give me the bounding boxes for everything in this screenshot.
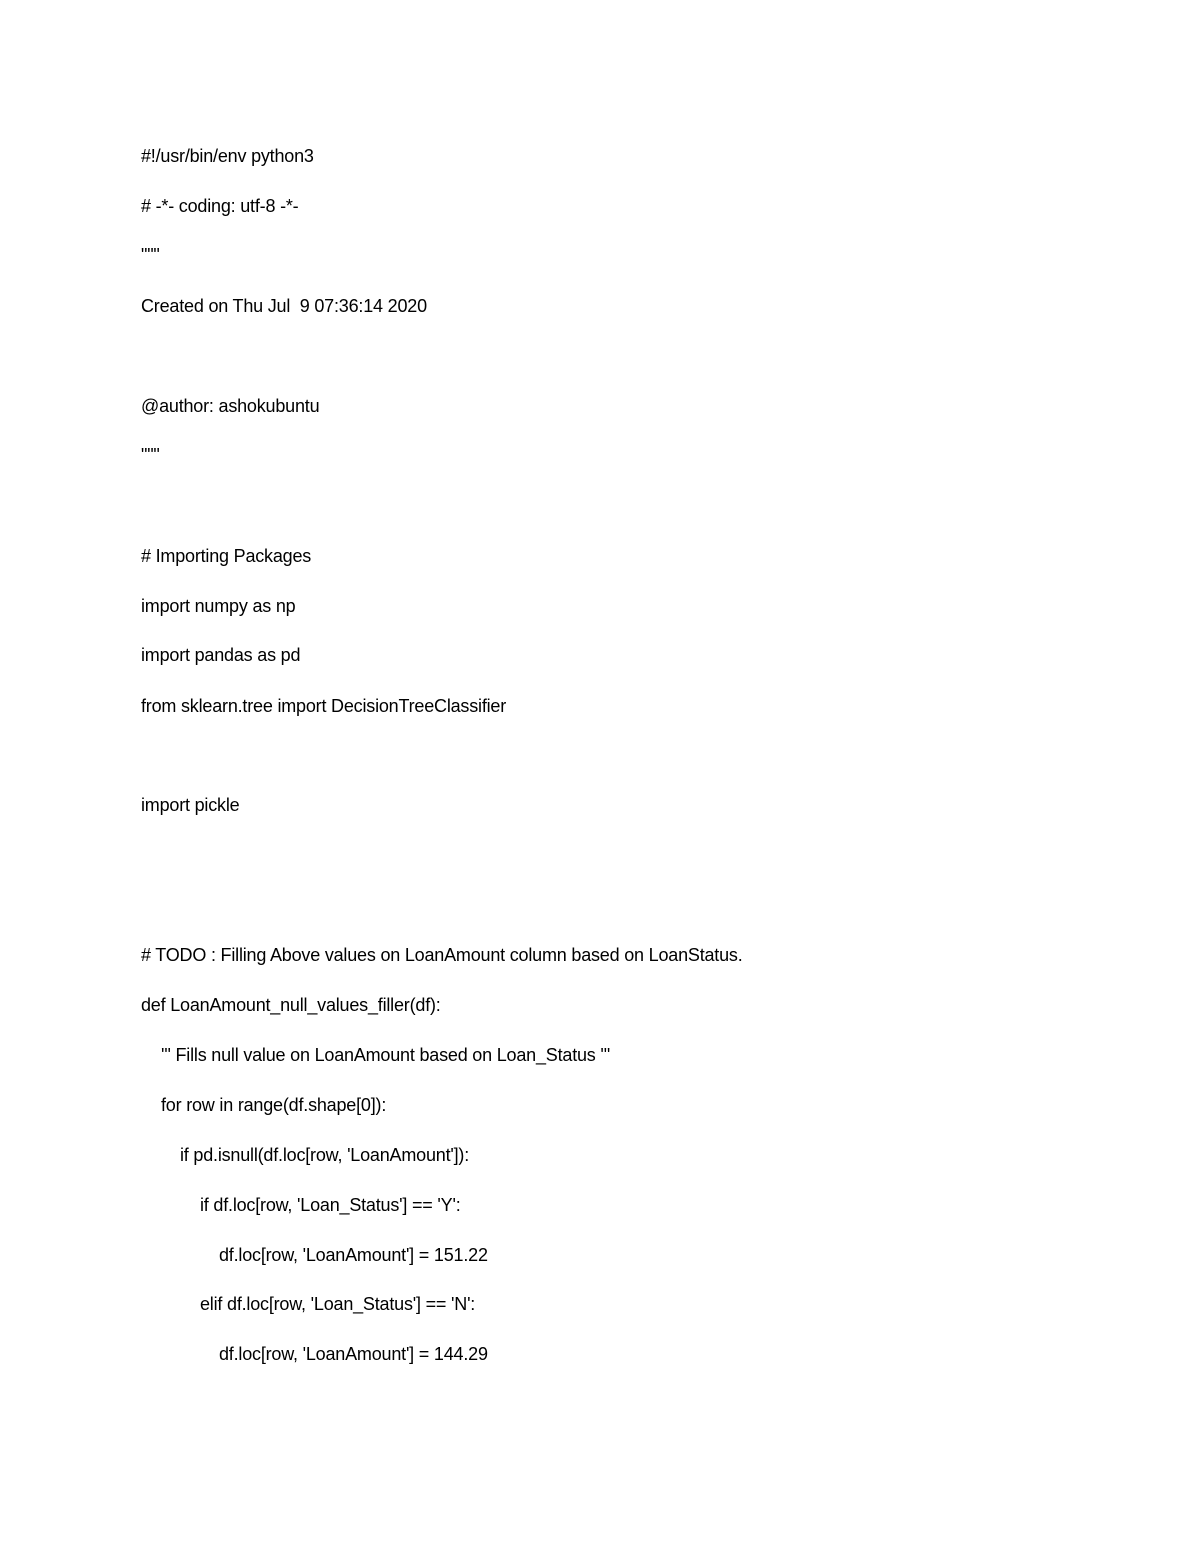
code-line-todo-comment: # TODO : Filling Above values on LoanAmount column based on LoanStatus. — [141, 945, 743, 965]
code-line-comment-imports: # Importing Packages — [141, 546, 312, 566]
code-line-assign-y: df.loc[row, 'LoanAmount'] = 151.22 — [219, 1245, 488, 1265]
code-line-def: def LoanAmount_null_values_filler(df): — [141, 995, 441, 1015]
code-line-if-status-y: if df.loc[row, 'Loan_Status'] == 'Y': — [200, 1195, 461, 1215]
code-line-for-loop: for row in range(df.shape[0]): — [161, 1095, 387, 1115]
code-line-docstring-close: """ — [141, 445, 160, 465]
code-line-import-numpy: import numpy as np — [141, 596, 296, 616]
code-line-function-docstring: ''' Fills null value on LoanAmount based on Loan_Status ''' — [161, 1045, 611, 1065]
code-line-if-isnull: if pd.isnull(df.loc[row, 'LoanAmount']): — [180, 1145, 470, 1165]
code-line-import-pickle: import pickle — [141, 795, 240, 815]
code-line-assign-n: df.loc[row, 'LoanAmount'] = 144.29 — [219, 1344, 488, 1364]
code-line-shebang: #!/usr/bin/env python3 — [141, 146, 314, 166]
code-line-coding: # -*- coding: utf-8 -*- — [141, 196, 299, 216]
code-line-author: @author: ashokubuntu — [141, 396, 320, 416]
code-line-docstring-open: """ — [141, 245, 160, 265]
code-line-import-sklearn: from sklearn.tree import DecisionTreeClassifier — [141, 696, 507, 716]
code-line-elif-status-n: elif df.loc[row, 'Loan_Status'] == 'N': — [200, 1294, 476, 1314]
code-line-import-pandas: import pandas as pd — [141, 645, 301, 665]
code-line-created: Created on Thu Jul 9 07:36:14 2020 — [141, 296, 427, 316]
